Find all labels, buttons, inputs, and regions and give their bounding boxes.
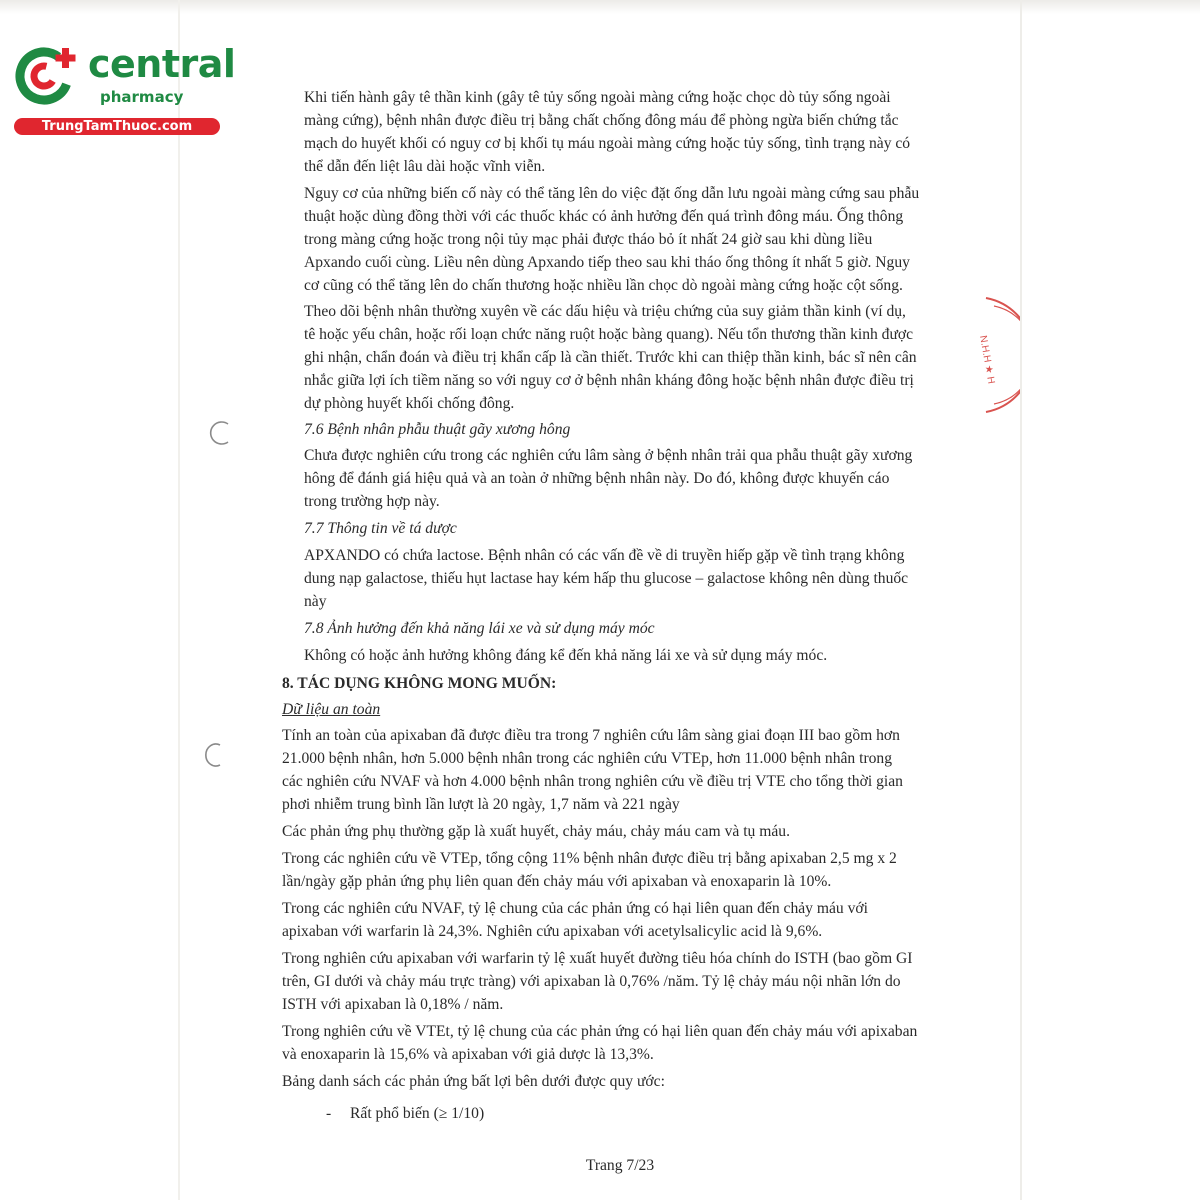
central-pharmacy-logo[interactable] [10,38,236,138]
text-line: mạch do huyết khối có nguy cơ bị khối tụ máu ngoài màng cứng hoặc tủy sống, tình trạng này có [304,135,911,152]
text-line: nhắc giữa lợi ích tiềm năng so với nguy cơ ở bệnh nhân kháng đông hoặc bệnh nhân được điều trị [304,372,914,389]
red-stamp [968,296,1020,414]
text-line: các nghiên cứu NVAF và hơn 4.000 bệnh nhân trong nghiên cứu về điều trị VTE cho tổng thời gian [282,773,903,790]
text-line: Trong nghiên cứu apixaban với warfarin tỷ lệ xuất huyết đường tiêu hóa chính do ISTH (bao gồm GI [282,950,913,967]
text-line: trong trường hợp này. [304,493,440,510]
text-line: trong màng cứng hoặc trong nội tủy mạc phải được tháo bỏ ít nhất 24 giờ sau khi dùng liều [304,231,873,248]
scan-edge-left [178,0,180,1200]
text-line: Tính an toàn của apixaban đã được điều tra trong 7 nghiên cứu lâm sàng giai đoạn III bao gồm hơn [282,727,900,744]
section-heading-7-7: 7.7 Thông tin về tá dược [304,520,457,537]
text-line: Trong các nghiên cứu NVAF, tỷ lệ chung của các phản ứng có hại liên quan đến chảy máu với [282,900,868,917]
text-line: phơi nhiễm trung bình lần lượt là 20 ngày, 1,7 năm và 221 ngày [282,796,680,813]
scan-edge-right [1020,0,1022,1200]
text-line: ghi nhận, chẩn đoán và điều trị khẩn cấp là cần thiết. Trước khi can thiệp thần kinh, bác sĩ nên cân [304,349,917,366]
text-line: tê hoặc yếu chân, hoặc rối loạn chức năng ruột hoặc bàng quang). Nếu tổn thương thần kinh được [304,326,914,343]
text-line: lần/ngày gặp phản ứng phụ liên quan đến chảy máu với apixaban và enoxaparin là 10%. [282,873,832,890]
text-line: APXANDO có chứa lactose. Bệnh nhân có các vấn đề về di truyền hiếp gặp về tình trạng không [304,547,905,564]
punch-hole [204,420,234,446]
text-line: Trong các nghiên cứu về VTEp, tổng cộng 11% bệnh nhân được điều trị bằng apixaban 2,5 mg x 2 [282,850,897,867]
page-number: Trang 7/23 [585,1157,655,1174]
text-line: trên, GI dưới và chảy máu trực tràng) với apixaban là 0,76% /năm. Tỷ lệ chảy máu nội nhãn lớn do [282,973,901,990]
section-heading-7-8: 7.8 Ảnh hưởng đến khả năng lái xe và sử dụng máy móc [304,620,655,637]
text-line: Chưa được nghiên cứu trong các nghiên cứu lâm sàng ở bệnh nhân trải qua phẫu thuật gãy xương [304,447,913,464]
text-line: thể dẫn đến liệt lâu dài hoặc vĩnh viễn. [304,158,546,175]
text-line: apixaban với warfarin là 24,3%. Nghiên cứu apixaban với acetylsalicylic acid là 9,6%. [282,923,823,940]
text-line: dung nạp galactose, thiếu hụt lactase hay kém hấp thu glucose – galactose không nên dùng thuốc [304,570,909,587]
section-heading-7-6: 7.6 Bệnh nhân phẫu thuật gãy xương hông [304,421,571,438]
text-line: Các phản ứng phụ thường gặp là xuất huyết, chảy máu, chảy máu cam và tụ máu. [282,823,790,840]
text-line: Apxando cuối cùng. Liều nên dùng Apxando tiếp theo sau khi tháo ống thông ít nhất 5 giờ. Nguy [304,254,910,271]
logo-site[interactable]: TrungTamThuoc.com [14,118,220,135]
text-line: Nguy cơ của những biến cố này có thể tăng lên do việc đặt ống dẫn lưu ngoài màng cứng sau phẫu [304,185,920,202]
text-line: Theo dõi bệnh nhân thường xuyên về các dấu hiệu và triệu chứng của suy giảm thần kinh (ví dụ, [304,303,906,320]
text-line: này [304,593,327,610]
text-line: 21.000 bệnh nhân, hơn 5.000 bệnh nhân trong các nghiên cứu VTEp, hơn 11.000 bệnh nhân trong [282,750,893,767]
text-line: màng cứng), bệnh nhân được điều trị bằng chất chống đông máu để phòng ngừa biến chứng tắc [304,112,899,129]
text-line: Khi tiến hành gây tê thần kinh (gây tê tủy sống ngoài màng cứng hoặc chọc dò tủy sống ngoài [304,89,891,106]
text-line: dự phòng huyết khối chống đông. [304,395,515,412]
stamp-text: N.H.H ★ H [977,334,997,385]
pharmacy-cross-icon [10,38,90,118]
bullet-dash: - [326,1105,332,1122]
punch-hole [198,742,228,768]
text-line: thuật hoặc dùng đồng thời với các thuốc khác có ảnh hưởng đến quá trình đông máu. Ống thông [304,208,904,225]
text-line: hông để đánh giá hiệu quả và an toàn ở những bệnh nhân này. Do đó, không được khuyến cáo [304,470,890,487]
section-heading-8: 8. TÁC DỤNG KHÔNG MONG MUỐN: [282,675,557,692]
list-item: Rất phổ biến (≥ 1/10) [350,1105,485,1122]
text-line: ISTH với apixaban là 0,18% / năm. [282,996,504,1013]
text-line: Trong nghiên cứu về VTEt, tỷ lệ chung của các phản ứng có hại liên quan đến chảy máu với apixaban [282,1023,918,1040]
text-line: và enoxaparin là 15,6% và apixaban với giả dược là 13,3%. [282,1046,654,1063]
logo-name: central [88,42,236,86]
subheading-safety-data: Dữ liệu an toàn [282,701,381,718]
logo-sub: pharmacy [100,88,184,106]
text-line: cơ cũng có thể tăng lên do chấn thương hoặc nhiều lần chọc dò ngoài màng cứng hoặc cột sống. [304,277,903,294]
text-line: Bảng danh sách các phản ứng bất lợi bên dưới được quy ước: [282,1073,665,1090]
text-line: Không có hoặc ảnh hưởng không đáng kể đến khả năng lái xe và sử dụng máy móc. [304,647,828,664]
